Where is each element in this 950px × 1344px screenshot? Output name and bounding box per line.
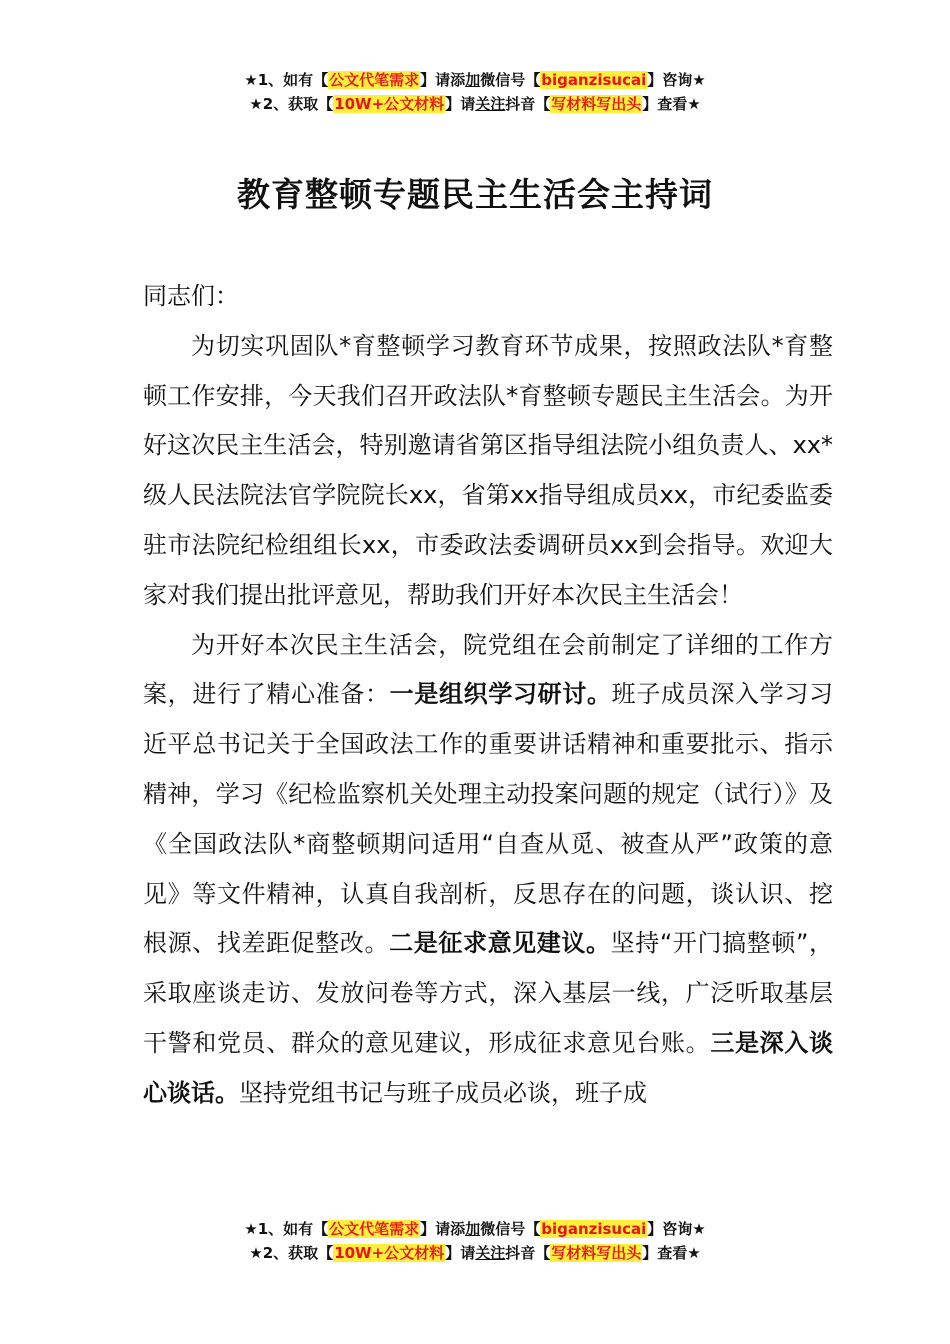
- banner-text: ★1、如有【: [244, 1220, 329, 1238]
- banner-text: ★2、获取【: [249, 95, 334, 113]
- header-banner: [0, 68, 950, 116]
- bold-heading: 三是深入谈心谈话。: [143, 1028, 834, 1107]
- banner-highlight: biganzisucai: [541, 71, 647, 89]
- banner-line-1: [0, 1217, 950, 1241]
- banner-emphasis: 加: [465, 71, 481, 89]
- banner-line-2: [0, 1241, 950, 1265]
- banner-highlight: 写材料写出头: [551, 1244, 642, 1262]
- banner-text: 】请: [445, 95, 476, 113]
- salutation: 同志们：: [143, 282, 239, 310]
- banner-text: 抖音【: [505, 1244, 551, 1262]
- banner-emphasis: 关注: [475, 95, 506, 113]
- paragraph-text: 坚持党组书记与班子成员必谈，班子成: [239, 1078, 647, 1107]
- document-body: [143, 272, 833, 1119]
- banner-text: 】请: [445, 1244, 476, 1262]
- paragraph-text: 为开好本次民主生活会，院党组在会前制定了详细的工作方案，进行了精心准备：: [143, 630, 833, 709]
- footer-banner: [0, 1217, 950, 1265]
- banner-highlight: 写材料写出头: [551, 95, 642, 113]
- banner-text: 】请添: [420, 1220, 466, 1238]
- bold-heading: 一是组织学习研讨。: [389, 680, 612, 709]
- banner-highlight: 公文代笔需求: [329, 1220, 420, 1238]
- paragraph-1: 为切实巩固队*育整顿学习教育环节成果，按照政法队*育整顿工作安排，今天我们召开政法队*育整顿专题民主生活会。为开好这次民主生活会，特别邀请省第区指导组法院小组负责人、xx*级人民法院法官学院院长xx，省第xx指导组成员xx，市纪委监委驻市法院纪检组组长xx，市委政法委调研员xx到会指导。欢迎大家对我们提出批评意见，帮助我们开好本次民主生活会！: [143, 331, 833, 609]
- banner-text: 】咨询★: [647, 71, 706, 89]
- banner-highlight: 10W+公文材料: [334, 1244, 445, 1262]
- paragraph-text: 班子成员深入学习习近平总书记关于全国政法工作的重要讲话精神和重要批示、指示精神，学习《纪检监察机关处理主动投案问题的规定（试行）》及《全国政法队*商整顿期问适用“自查从觅、被查从严”政策的意见》等文件精神，认真自我剖析，反思存在的问题，谈认识、挖根源、找差距促整改。: [143, 680, 834, 958]
- banner-text: 微信号【: [480, 1220, 541, 1238]
- banner-text: 】咨询★: [647, 1220, 706, 1238]
- banner-text: 】查看★: [642, 1244, 701, 1262]
- banner-text: ★2、获取【: [249, 1244, 334, 1262]
- banner-line-2: [0, 92, 950, 116]
- banner-emphasis: 加: [465, 1220, 481, 1238]
- banner-text: 微信号【: [480, 71, 541, 89]
- bold-heading: 二是征求意见建议。: [389, 929, 611, 958]
- banner-emphasis: 关注: [475, 1244, 506, 1262]
- paragraph-text: 坚持“开门搞整顿”，采取座谈走访、发放问卷等方式，深入基层一线，广泛听取基层干警和党员、群众的意见建议，形成征求意见台账。: [143, 929, 834, 1057]
- banner-text: 抖音【: [505, 95, 551, 113]
- banner-highlight: 10W+公文材料: [334, 95, 445, 113]
- banner-highlight: biganzisucai: [541, 1220, 647, 1238]
- banner-text: ★1、如有【: [244, 71, 329, 89]
- banner-text: 】请添: [420, 71, 466, 89]
- banner-text: 】查看★: [642, 95, 701, 113]
- document-title: 教育整顿专题民主生活会主持词: [237, 175, 713, 214]
- paragraph-2: [143, 621, 833, 1119]
- banner-line-1: [0, 68, 950, 92]
- banner-highlight: 公文代笔需求: [329, 71, 420, 89]
